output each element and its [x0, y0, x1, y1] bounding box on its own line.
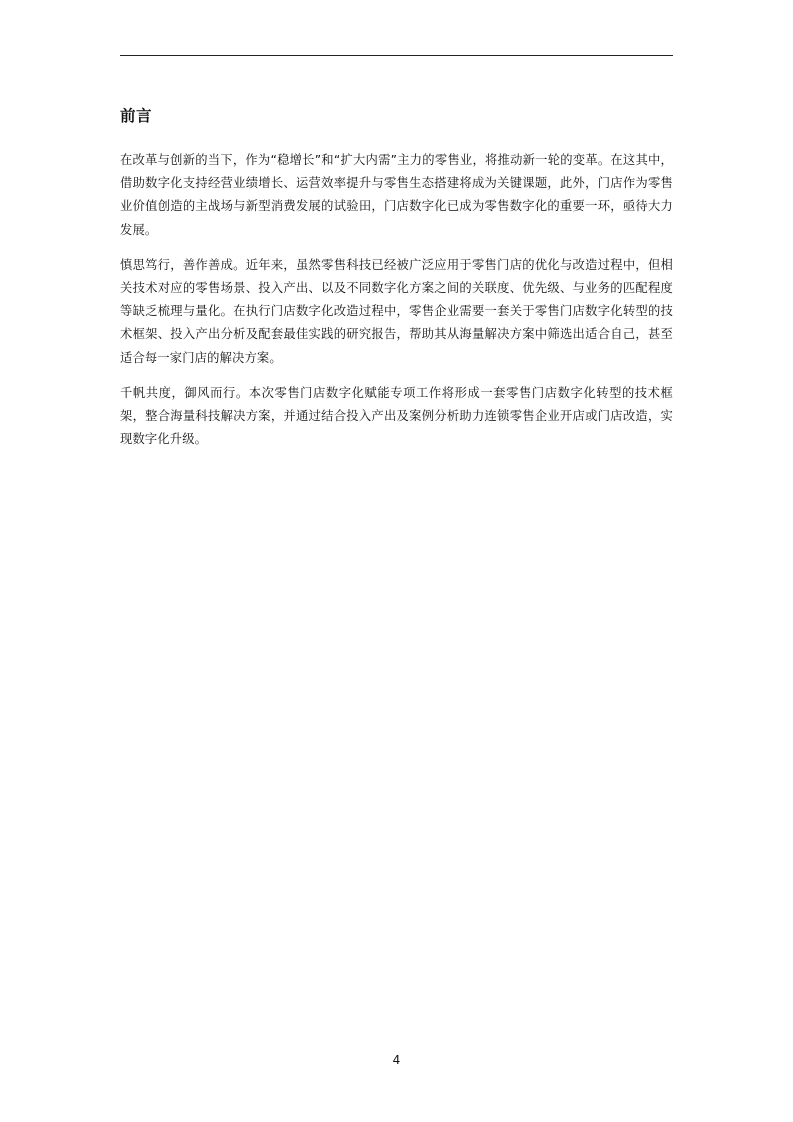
paragraph-1: 在改革与创新的当下，作为“稳增长”和“扩大内需”主力的零售业，将推动新一轮的变革。在这其中，借助数字化支持经营业绩增长、运营效率提升与零售生态搭建将成为关键课题，此外，门店作为零售业价值创造的主战场与新型消费发展的试验田，门店数字化已成为零售数字化的重要一环，亟待大力发展。: [120, 153, 673, 237]
page-number: 4: [392, 1053, 401, 1067]
body-text: [120, 149, 673, 463]
section-title: 前言: [120, 107, 153, 125]
paragraph-3: 千帆共度，御风而行。本次零售门店数字化赋能专项工作将形成一套零售门店数字化转型的技术框架，整合海量科技解决方案，并通过结合投入产出及案例分析助力连锁零售企业开店或门店改造，实现数字化升级。: [120, 385, 673, 447]
paragraph-2: 慎思笃行，善作善成。近年来，虽然零售科技已经被广泛应用于零售门店的优化与改造过程中，但相关技术对应的零售场景、投入产出、以及不同数字化方案之间的关联度、优先级、与业务的匹配程度等缺乏梳理与量化。在执行门店数字化改造过程中，零售企业需要一套关于零售门店数字化转型的技术框架、投入产出分析及配套最佳实践的研究报告，帮助其从海量解决方案中筛选出适合自己，甚至适合每一家门店的解决方案。: [120, 257, 673, 365]
header-rule: [120, 55, 673, 56]
